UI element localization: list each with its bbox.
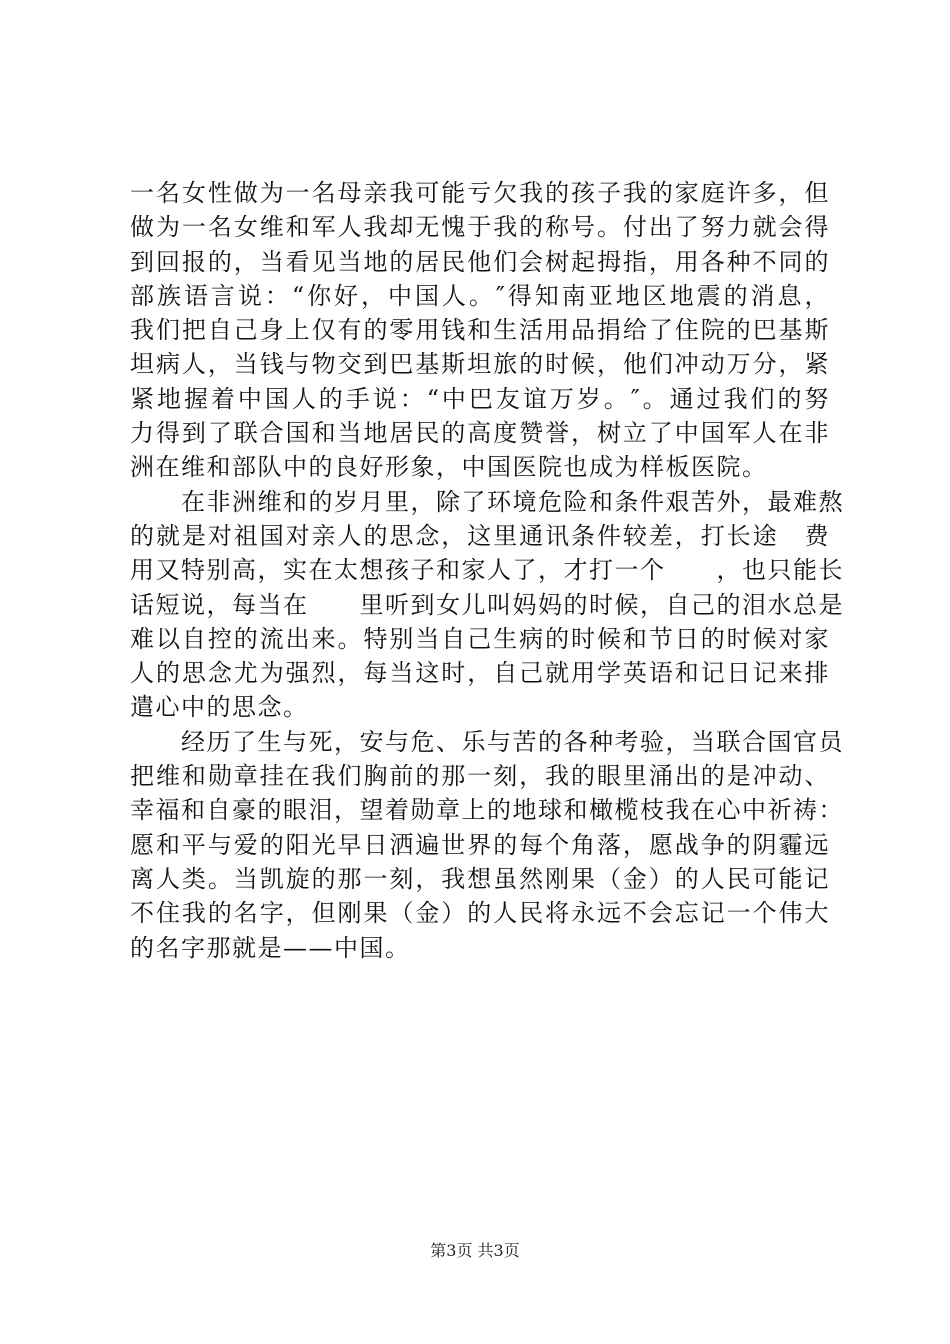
text-line: 用又特别高，实在太想孩子和家人了，才打一个 ，也只能长 <box>130 556 844 585</box>
body-text <box>130 176 844 965</box>
text-line: 洲在维和部队中的良好形象，中国医院也成为样板医院。 <box>130 453 768 482</box>
text-line: 部族语言说：“你好，中国人。″得知南亚地区地震的消息， <box>130 281 830 310</box>
text-line: 紧地握着中国人的手说：“中巴友谊万岁。″。通过我们的努 <box>130 384 830 413</box>
text-line: 的名字那就是——中国。 <box>130 933 411 962</box>
text-line: 话短说，每当在 里听到女儿叫妈妈的时候，自己的泪水总是 <box>130 590 844 619</box>
text-line: 人的思念尤为强烈，每当这时，自己就用学英语和记日记来排 <box>130 659 830 688</box>
text-line: 我们把自己身上仅有的零用钱和生活用品捐给了住院的巴基斯 <box>130 316 830 345</box>
text-line: 在非洲维和的岁月里，除了环境危险和条件艰苦外，最难熬 <box>130 487 844 516</box>
text-line: 愿和平与爱的阳光早日洒遍世界的每个角落，愿战争的阴霾远 <box>130 830 830 859</box>
text-line: 遣心中的思念。 <box>130 693 309 722</box>
text-line: 力得到了联合国和当地居民的高度赞誉，树立了中国军人在非 <box>130 419 830 448</box>
text-line: 的就是对祖国对亲人的思念，这里通讯条件较差，打长途 费 <box>130 521 830 550</box>
text-line: 幸福和自豪的眼泪，望着勋章上的地球和橄榄枝我在心中祈祷： <box>130 796 844 825</box>
text-line: 难以自控的流出来。特别当自己生病的时候和节日的时候对家 <box>130 624 830 653</box>
text-line: 做为一名女维和军人我却无愧于我的称号。付出了努力就会得 <box>130 213 830 242</box>
text-line: 一名女性做为一名母亲我可能亏欠我的孩子我的家庭许多，但 <box>130 179 830 207</box>
text-line: 离人类。当凯旋的那一刻，我想虽然刚果（金）的人民可能记 <box>130 864 830 893</box>
text-line: 到回报的，当看见当地的居民他们会树起拇指，用各种不同的 <box>130 247 830 276</box>
text-line: 把维和勋章挂在我们胸前的那一刻，我的眼里涌出的是冲动、 <box>130 762 830 791</box>
text-line: 经历了生与死，安与危、乐与苦的各种考验，当联合国官员 <box>130 727 844 756</box>
page-footer: 第3页 共3页 <box>430 1241 520 1260</box>
text-line: 坦病人，当钱与物交到巴基斯坦旅的时候，他们冲动万分，紧 <box>130 350 830 379</box>
text-line: 不住我的名字，但刚果（金）的人民将永远不会忘记一个伟大 <box>130 899 830 928</box>
